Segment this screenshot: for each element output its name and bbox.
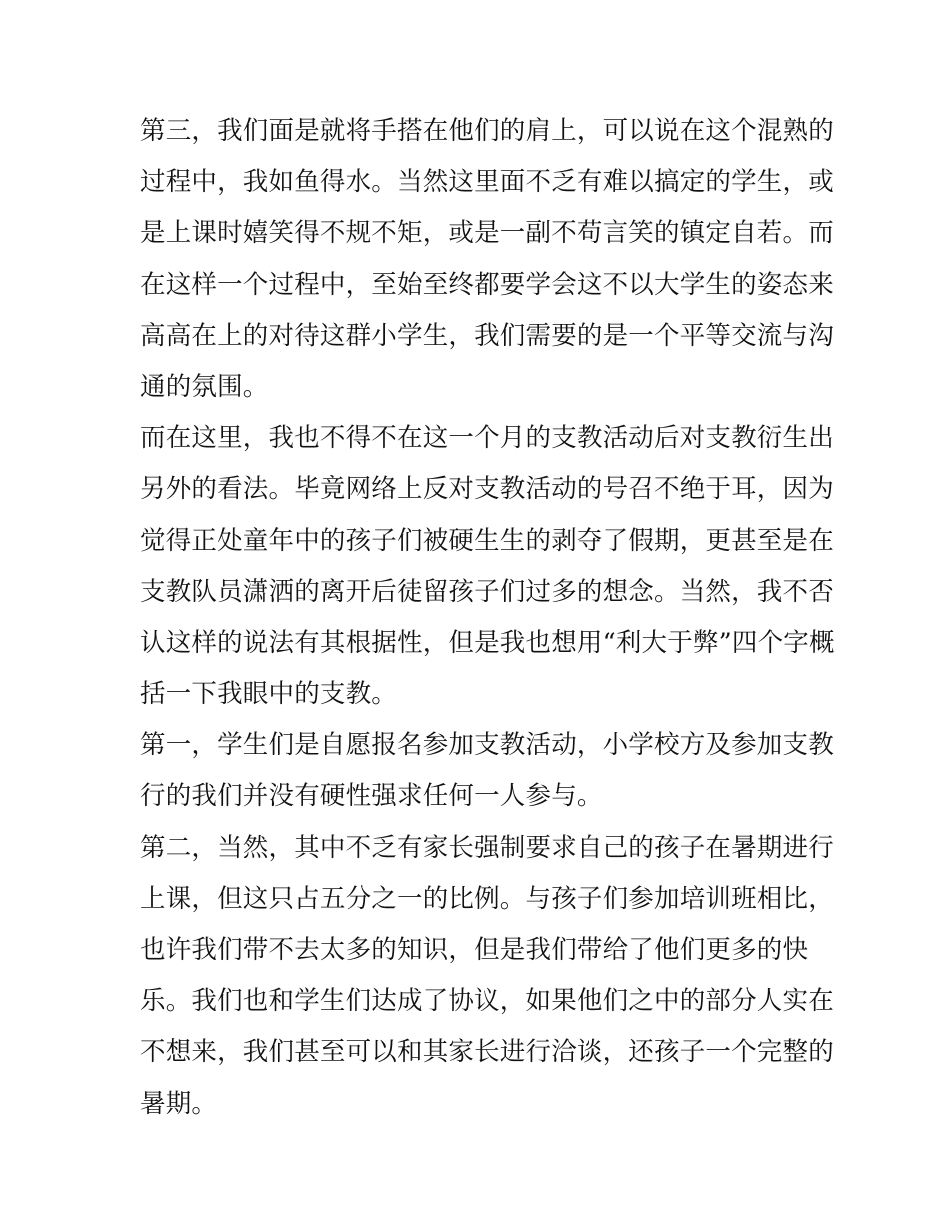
body-text	[140, 106, 835, 1130]
text-line: 支教队员潇洒的离开后徒留孩子们过多的想念。当然，我不否	[140, 576, 834, 607]
text-line: 上课，但这只占五分之一的比例。与孩子们参加培训班相比，	[140, 883, 834, 914]
text-line: 而在这里，我也不得不在这一个月的支教活动后对支教衍生出	[140, 423, 834, 454]
text-line: 第二，当然，其中不乏有家长强制要求自己的孩子在暑期进行	[140, 832, 834, 863]
text-line: 暑期。	[140, 1088, 218, 1119]
text-line: 也许我们带不去太多的知识，但是我们带给了他们更多的快	[140, 935, 809, 965]
text-line: 第一，学生们是自愿报名参加支教活动，小学校方及参加支教	[140, 730, 834, 761]
text-line: 另外的看法。毕竟网络上反对支教活动的号召不绝于耳，因为	[140, 474, 834, 505]
text-line: 不想来，我们甚至可以和其家长进行洽谈，还孩子一个完整的	[140, 1037, 834, 1068]
text-line: 在这样一个过程中，至始至终都要学会这不以大学生的姿态来	[140, 269, 834, 300]
text-line: 乐。我们也和学生们达成了协议，如果他们之中的部分人实在	[140, 986, 834, 1017]
text-line: 过程中，我如鱼得水。当然这里面不乏有难以搞定的学生，或	[140, 167, 834, 198]
text-line: 觉得正处童年中的孩子们被硬生生的剥夺了假期，更甚至是在	[140, 525, 834, 556]
text-line: 第三，我们面是就将手搭在他们的肩上，可以说在这个混熟的	[140, 116, 834, 146]
text-line: 括一下我眼中的支教。	[140, 679, 398, 710]
text-line: 通的氛围。	[140, 371, 269, 402]
text-line: 高高在上的对待这群小学生，我们需要的是一个平等交流与沟	[140, 320, 834, 351]
text-line: 是上课时嬉笑得不规不矩，或是一副不苟言笑的镇定自若。而	[140, 218, 834, 249]
text-line: 行的我们并没有硬性强求任何一人参与。	[140, 781, 603, 812]
text-line: 认这样的说法有其根据性，但是我也想用“利大于弊”四个字概	[140, 627, 835, 658]
